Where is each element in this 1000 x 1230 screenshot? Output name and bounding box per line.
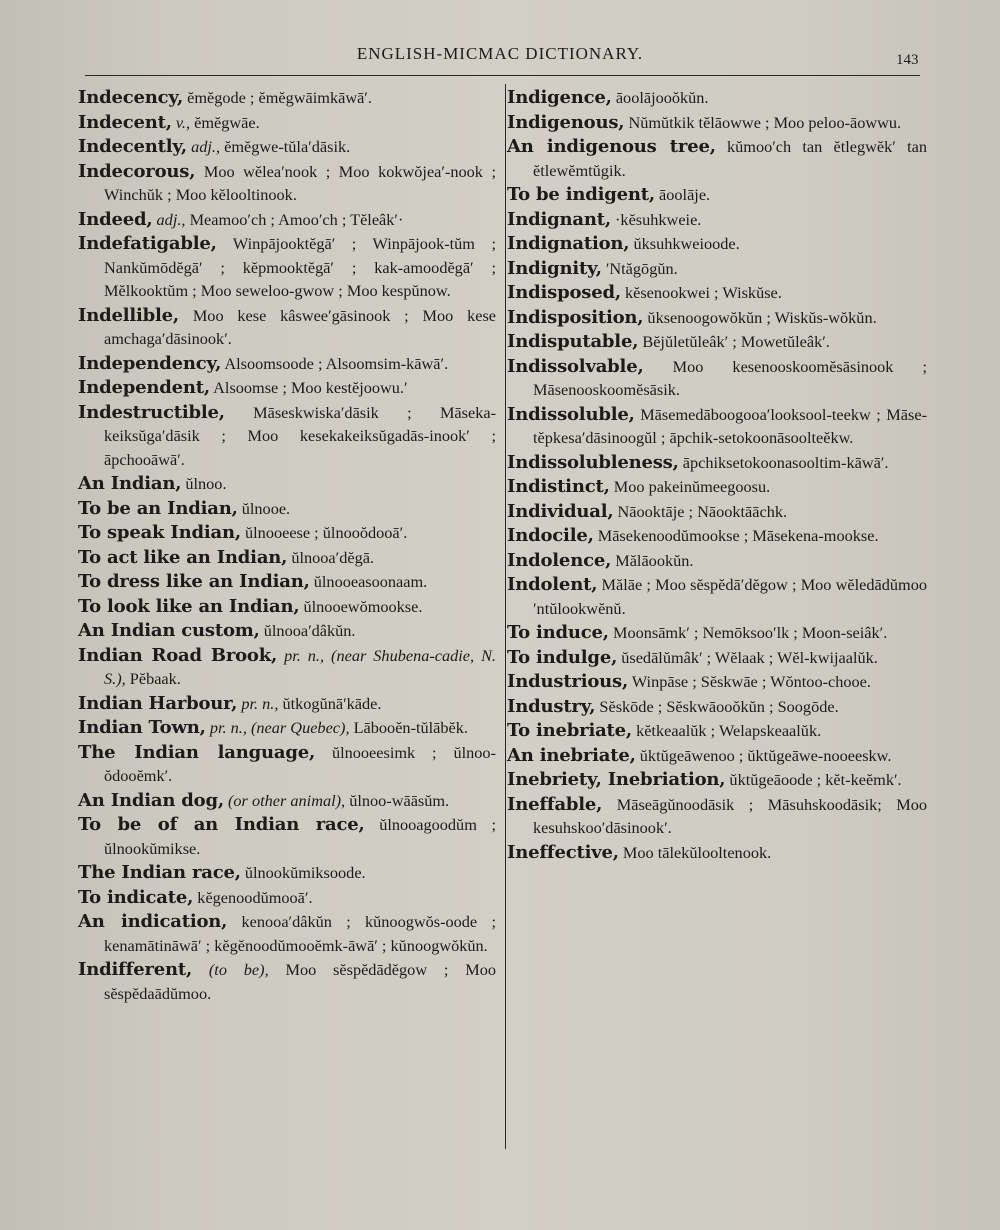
entry-definition: Alsoomse ; Moo kestĕjoowu.′ xyxy=(213,378,408,397)
entry-headword: Ineffable, xyxy=(507,793,603,815)
dictionary-entry xyxy=(78,472,496,496)
entry-headword: Indignant, xyxy=(507,208,611,230)
entry-definition: ŭlnooeese ; ŭlnooŏdooā′. xyxy=(245,523,408,542)
entry-headword: To indulge, xyxy=(507,646,618,668)
dictionary-entry xyxy=(507,135,927,182)
dictionary-entry xyxy=(507,257,927,281)
entry-definition: ·kĕsuhkweie. xyxy=(615,209,702,229)
dictionary-entry xyxy=(507,403,927,450)
entry-definition: ĕmĕgwāe. xyxy=(194,112,260,132)
entry-headword: Indisputable, xyxy=(507,331,639,352)
entry-headword: Industry, xyxy=(507,695,596,717)
entry-definition: Moo pakeinŭmeegoosu. xyxy=(613,477,771,496)
entry-headword: Indignation, xyxy=(507,233,630,254)
entry-definition: Bĕjŭletŭleâk′ ; Mowetŭleâk′. xyxy=(642,332,830,351)
entry-headword: Indian Harbour, xyxy=(78,692,238,714)
entry-headword: To be an Indian, xyxy=(78,497,238,519)
entry-headword: Indecently, xyxy=(78,136,187,157)
entry-headword: Individual, xyxy=(507,500,614,522)
entry-definition: Pĕbaak. xyxy=(129,669,181,688)
entry-headword: An Indian custom, xyxy=(78,620,260,641)
entry-headword: Indecent, xyxy=(78,111,172,133)
entry-headword: Indeed, xyxy=(78,208,153,230)
entry-headword: The Indian race, xyxy=(78,862,241,883)
dictionary-entry xyxy=(78,692,496,716)
dictionary-entry xyxy=(507,841,927,865)
dictionary-entry xyxy=(507,306,927,330)
entry-headword: To dress like an Indian, xyxy=(78,571,310,592)
dictionary-entry xyxy=(78,619,496,643)
entry-definition: Lābooĕn-tŭlābĕk. xyxy=(353,718,468,737)
entry-headword: Indigence, xyxy=(507,87,612,108)
dictionary-entry xyxy=(507,695,927,719)
entry-headword: To inebriate, xyxy=(507,720,632,741)
entry-grammar-note: v., xyxy=(175,112,191,132)
entry-grammar-note: adj., xyxy=(191,137,221,156)
entry-grammar-note: (to be), xyxy=(208,960,269,979)
entry-definition: āpchiksetokoonasooltim-kāwā′. xyxy=(682,452,889,472)
column-divider xyxy=(505,84,506,1149)
entry-definition: ŭlnooeasoonaam. xyxy=(313,572,428,591)
entry-headword: To be indigent, xyxy=(507,184,655,205)
entry-headword: Indifferent, xyxy=(78,959,193,980)
dictionary-entry xyxy=(78,401,496,472)
dictionary-entry xyxy=(78,595,496,619)
entry-definition: ŭlnooeesimk ; ŭlnoo-ŏdooĕmk′. xyxy=(104,742,496,785)
entry-headword: An indigenous tree, xyxy=(507,136,716,157)
entry-grammar-note: adj., xyxy=(156,209,186,229)
dictionary-entry xyxy=(78,910,496,957)
page-number: 143 xyxy=(896,52,919,68)
entry-definition: āoolāje. xyxy=(659,185,711,204)
entry-headword: Ineffective, xyxy=(507,841,619,863)
entry-definition: Mălāookŭn. xyxy=(615,550,694,570)
dictionary-entry xyxy=(507,86,927,110)
dictionary-entry xyxy=(78,86,496,110)
entry-definition: ŭktŭgeāwenoo ; ŭktŭgeāwe-nooeeskw. xyxy=(639,745,892,765)
entry-headword: Indissoluble, xyxy=(507,403,635,425)
entry-definition: Moonsāmk′ ; Nemōksoo′lk ; Moon-seiâk′. xyxy=(612,623,888,642)
entry-headword: Indecorous, xyxy=(78,160,196,182)
dictionary-entry xyxy=(507,719,927,743)
entry-definition: ŭktŭgeāoode ; kĕt-keĕmk′. xyxy=(729,770,902,789)
dictionary-entry xyxy=(507,744,927,768)
dictionary-entry xyxy=(507,208,927,232)
entry-headword: The Indian language, xyxy=(78,741,316,763)
dictionary-entry xyxy=(507,111,927,135)
dictionary-entry xyxy=(507,573,927,620)
dictionary-entry xyxy=(507,768,927,792)
dictionary-entry xyxy=(507,330,927,354)
dictionary-entry xyxy=(78,813,496,860)
dictionary-entry xyxy=(507,183,927,207)
entry-headword: Indestructible, xyxy=(78,401,225,423)
entry-headword: Independency, xyxy=(78,352,222,374)
dictionary-entry xyxy=(507,355,927,402)
entry-definition: kenooa′dâkŭn ; kŭnoogwŏs-oode ; kenamātināwā′ ; kĕgĕnoodŭmooĕmk-āwā′ ; kŭnoogwŏkŭn. xyxy=(104,912,496,955)
dictionary-entry xyxy=(78,741,496,788)
entry-definition: Sĕskōde ; Sĕskwāooŏkŭn ; Soogōde. xyxy=(599,696,839,716)
entry-headword: Inebriety, Inebriation, xyxy=(507,769,726,790)
dictionary-entry xyxy=(78,376,496,400)
entry-definition: kĕtkeaalŭk ; Welapskeaalŭk. xyxy=(636,721,822,740)
entry-definition: ŭlnooewŏmookse. xyxy=(303,596,423,616)
entry-headword: Indolent, xyxy=(507,574,598,595)
dictionary-entry xyxy=(78,789,496,813)
entry-definition: ŭlnookŭmiksoode. xyxy=(244,863,366,882)
entry-definition: kŭmoo′ch tan ĕtlegwĕk′ tan ĕtlewĕmtŭgik. xyxy=(533,137,927,180)
entry-definition: Nāooktāje ; Nāooktāāchk. xyxy=(617,501,788,521)
dictionary-entry xyxy=(78,861,496,885)
entry-headword: Indisposition, xyxy=(507,306,644,328)
dictionary-entry xyxy=(507,451,927,475)
entry-headword: Indissolvable, xyxy=(507,355,644,377)
entry-definition: ŭlnooa′dĕgā. xyxy=(291,547,375,567)
entry-definition: ŭlnooa′dâkŭn. xyxy=(263,621,356,640)
dictionary-entry xyxy=(78,644,496,691)
entry-headword: Indolence, xyxy=(507,549,612,571)
dictionary-entry xyxy=(78,352,496,376)
entry-headword: Indissolubleness, xyxy=(507,451,679,473)
dictionary-entry xyxy=(507,500,927,524)
entry-definition: Moo wĕlea′nook ; Moo kokwŏjea′-nook ; Winchŭk ; Moo kĕlooltinook. xyxy=(104,161,497,204)
entry-headword: Indian Town, xyxy=(78,717,206,738)
dictionary-entry xyxy=(78,546,496,570)
entry-headword: Indian Road Brook, xyxy=(78,644,278,666)
entry-headword: Indigenous, xyxy=(507,111,625,133)
dictionary-entry xyxy=(507,232,927,256)
entry-definition: Moo kese kâswee′gāsinook ; Moo kese amchaga′dāsinook′. xyxy=(104,305,497,348)
running-head: ENGLISH-MICMAC DICTIONARY. xyxy=(356,44,644,63)
entry-headword: Indefatigable, xyxy=(78,233,217,254)
entry-headword: Indisposed, xyxy=(507,282,621,303)
entry-definition: ŭksuhkweioode. xyxy=(633,234,740,253)
entry-headword: An Indian dog, xyxy=(78,789,224,811)
entry-definition: ŭlnooe. xyxy=(241,498,291,518)
dictionary-entry xyxy=(78,716,496,740)
entry-definition: Mălāe ; Moo sĕspĕdā′dĕgow ; Moo wĕledādŭmoo ′ntŭlookwĕnŭ. xyxy=(533,575,928,618)
entry-definition: Moo sĕspĕdādĕgow ; Moo sĕspĕdaādŭmoo. xyxy=(104,960,496,1003)
left-column xyxy=(78,86,496,1006)
entry-definition: Winpājooktĕgā′ ; Winpājook-tŭm ; Nankŭmōdĕgā′ ; kĕpmooktĕgā′ ; kak-amoodĕgā′ ; Mĕlkooktŭm ; Moo seweloo-gwow ; Moo kespŭnow. xyxy=(104,234,496,300)
entry-definition: Māseāgŭnoodāsik ; Māsuhskoodāsik; Moo kesuhskoo′dāsinook′. xyxy=(533,794,927,837)
dictionary-entry xyxy=(78,886,496,910)
dictionary-entry xyxy=(78,111,496,135)
dictionary-entry xyxy=(507,475,927,499)
entry-definition: Moo tālekŭlooltenook. xyxy=(622,842,772,862)
entry-definition: kĕgenoodŭmooā′. xyxy=(197,887,313,907)
dictionary-entry xyxy=(507,646,927,670)
entry-headword: To indicate, xyxy=(78,886,194,908)
entry-definition: āoolājooŏkŭn. xyxy=(615,88,709,107)
dictionary-entry xyxy=(78,160,496,207)
entry-definition: kĕsenookwei ; Wiskŭse. xyxy=(624,283,782,302)
entry-headword: An inebriate, xyxy=(507,744,636,766)
entry-grammar-note: pr. n., (near Shubena-cadie, N. S.), xyxy=(104,645,497,688)
entry-grammar-note: (or other animal), xyxy=(228,790,346,810)
entry-headword: Independent, xyxy=(78,377,210,398)
dictionary-entry xyxy=(78,135,496,159)
dictionary-entry xyxy=(78,497,496,521)
entry-definition: ′Ntăgōgŭn. xyxy=(605,258,678,278)
entry-definition: ĕmĕgwe-tŭla′dāsik. xyxy=(224,137,351,156)
header-rule xyxy=(85,75,920,76)
entry-definition: Meamoo′ch ; Amoo′ch ; Tĕleâk′· xyxy=(189,209,404,229)
entry-headword: To induce, xyxy=(507,622,609,643)
entry-definition: Māsemedāboogooa′looksool-teekw ; Māse-tĕpkesa′dāsinoogŭl ; āpchik-setokoonāsoolteĕkw. xyxy=(533,404,927,447)
dictionary-entry xyxy=(507,524,927,548)
entry-grammar-note: pr. n., (near Quebec), xyxy=(209,718,350,737)
entry-definition: Māseskwiska′dāsik ; Māseka-keiksŭga′dāsik ; Moo kesekakeiksŭgadās-inook′ ; āpchooāwā′. xyxy=(104,402,496,469)
right-column xyxy=(507,86,927,865)
entry-definition: ŭlnoo. xyxy=(185,474,227,493)
entry-definition: ŭtkogŭnā′kāde. xyxy=(282,693,382,713)
entry-headword: Indellible, xyxy=(78,304,180,326)
entry-headword: Indocile, xyxy=(507,525,594,546)
entry-headword: Indistinct, xyxy=(507,476,610,497)
dictionary-entry xyxy=(507,621,927,645)
dictionary-entry xyxy=(78,570,496,594)
dictionary-entry xyxy=(78,521,496,545)
entry-headword: Indignity, xyxy=(507,257,602,279)
entry-definition: Winpāse ; Sĕskwāe ; Wŏntoo-chooe. xyxy=(631,672,871,691)
entry-definition: ĕmĕgode ; ĕmĕgwāimkāwā′. xyxy=(187,88,372,107)
entry-definition: ŭksenoogowŏkŭn ; Wiskŭs-wŏkŭn. xyxy=(647,307,877,327)
entry-headword: To speak Indian, xyxy=(78,522,241,543)
entry-definition: Nŭmŭtkik tĕlāowwe ; Moo peloo-āowwu. xyxy=(628,112,902,132)
entry-definition: ŭlnoo-wāāsŭm. xyxy=(349,790,450,810)
entry-headword: To be of an Indian race, xyxy=(78,814,365,835)
entry-headword: To look like an Indian, xyxy=(78,595,300,617)
dictionary-entry xyxy=(507,549,927,573)
dictionary-entry xyxy=(78,304,496,351)
dictionary-entry xyxy=(78,958,496,1005)
dictionary-entry xyxy=(507,670,927,694)
entry-definition: ŭsedālŭmâk′ ; Wĕlaak ; Wĕl-kwijaalŭk. xyxy=(621,647,878,667)
entry-headword: Indecency, xyxy=(78,87,184,108)
entry-headword: To act like an Indian, xyxy=(78,546,288,568)
dictionary-entry xyxy=(507,281,927,305)
dictionary-entry xyxy=(507,793,927,840)
entry-definition: Moo kesenooskoomĕsāsinook ; Māsenooskoomĕsāsik. xyxy=(533,356,927,399)
entry-definition: ŭlnooagoodŭm ; ŭlnookŭmikse. xyxy=(104,815,496,858)
entry-headword: Industrious, xyxy=(507,671,629,692)
dictionary-entry xyxy=(78,232,496,303)
dictionary-entry xyxy=(78,208,496,232)
entry-headword: An Indian, xyxy=(78,473,182,494)
entry-headword: An indication, xyxy=(78,911,228,932)
entry-definition: Alsoomsoode ; Alsoomsim-kāwā′. xyxy=(224,353,449,373)
entry-definition: Māsekenoodŭmookse ; Māsekena-mookse. xyxy=(597,526,879,545)
entry-grammar-note: pr. n., xyxy=(241,693,279,713)
